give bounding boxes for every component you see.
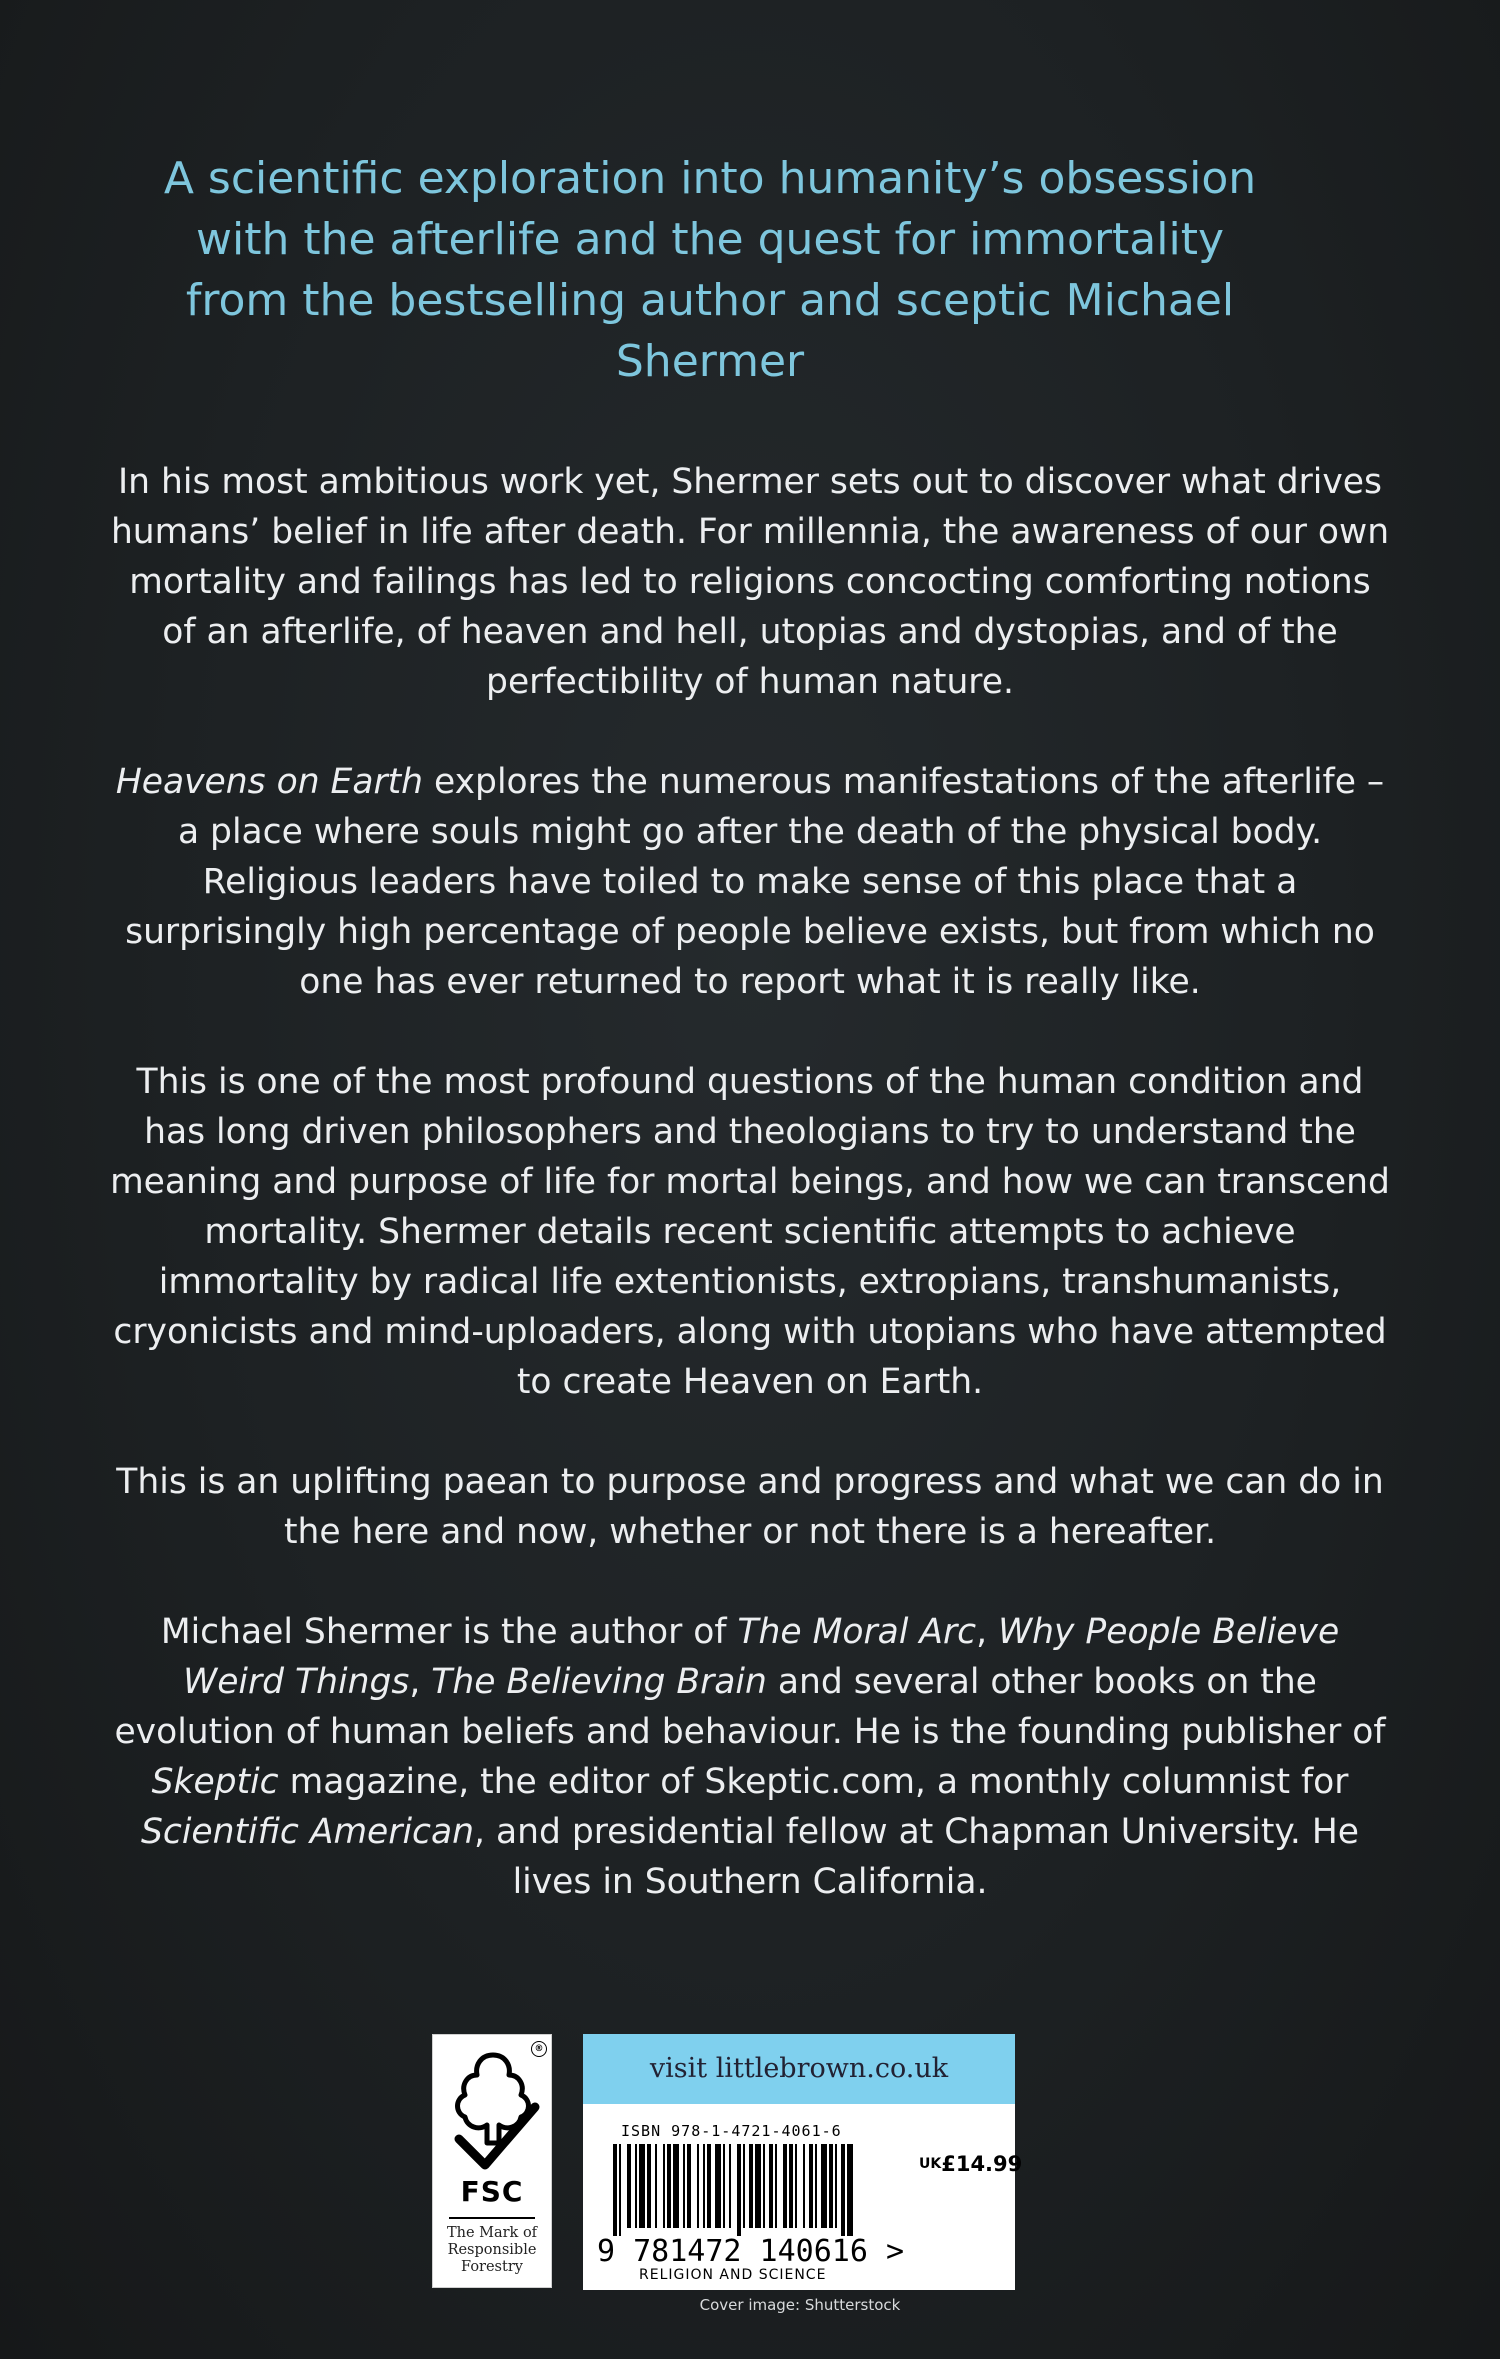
barcode-stripe <box>613 2144 617 2236</box>
book-title: The Believing Brain <box>431 1662 767 1702</box>
barcode-stripe <box>715 2144 721 2228</box>
barcode-stripe <box>835 2144 837 2228</box>
fsc-tagline-line: The Mark of <box>446 2225 538 2241</box>
bio-text: , <box>409 1662 432 1702</box>
barcode-stripe <box>639 2144 645 2228</box>
cover-credit: Cover image: Shutterstock <box>699 2296 901 2314</box>
book-title: The Moral Arc <box>737 1612 977 1652</box>
bio-text: , <box>976 1612 999 1652</box>
book-category: RELIGION AND SCIENCE <box>639 2267 827 2283</box>
bio-text: Michael Shermer is the author of <box>160 1612 738 1652</box>
barcode-stripe <box>663 2144 665 2228</box>
barcode-stripe <box>783 2144 787 2228</box>
blurb-paragraph-2 <box>110 757 1390 1007</box>
fsc-label: FSC <box>460 2175 524 2208</box>
fsc-tagline-line: Forestry <box>461 2259 523 2275</box>
barcode-stripe <box>775 2144 777 2228</box>
barcode-stripe <box>743 2144 745 2228</box>
barcode-stripe <box>821 2144 827 2228</box>
barcode-stripe <box>703 2144 705 2228</box>
price-region: UK <box>919 2156 942 2172</box>
barcode-stripe <box>829 2144 833 2228</box>
barcode-stripe <box>795 2144 797 2228</box>
barcode-stripe <box>769 2144 773 2228</box>
barcode-stripe <box>847 2144 853 2236</box>
blurb-paragraph-4: This is an uplifting paean to purpose and progress and what we can do in the here and now, whether or not there is a hereafter. <box>116 1462 1384 1552</box>
magazine-title: Skeptic <box>151 1762 279 1802</box>
bio-text: magazine, the editor of Skeptic.com, a monthly columnist for <box>278 1762 1349 1802</box>
bio-text: , and presidential fellow at Chapman University. He lives in Southern California. <box>474 1812 1360 1902</box>
bio-text: and several other books on the evolution of human beliefs and behaviour. He is the founding publisher of <box>114 1662 1386 1752</box>
fsc-tagline-line: Responsible <box>447 2242 537 2258</box>
publisher-website: visit littlebrown.co.uk <box>583 2034 1015 2104</box>
barcode-stripe <box>755 2144 761 2228</box>
barcode-stripe <box>655 2144 657 2228</box>
barcode-stripe <box>673 2144 679 2228</box>
barcode-stripe <box>841 2144 845 2236</box>
blurb-paragraph-2-text: explores the numerous manifestations of the afterlife – a place where souls might go after the death of the physical body. Religious leaders have toiled to make sense of this place that a surprisingly high percentage of people believe exists, but from which no one has ever returned to report what it is really like. <box>125 762 1385 1002</box>
registered-mark: ® <box>531 2041 547 2057</box>
barcode-stripe <box>789 2144 793 2228</box>
barcode-stripe <box>809 2144 813 2228</box>
barcode-stripe <box>815 2144 817 2228</box>
barcode-stripe <box>667 2144 671 2228</box>
barcode-stripe <box>749 2144 753 2228</box>
barcode-stripe <box>627 2144 631 2228</box>
isbn: ISBN 978-1-4721-4061-6 <box>621 2122 842 2140</box>
barcode-stripe <box>723 2144 725 2228</box>
tagline: A scientific exploration into humanity’s obsession with the afterlife and the quest for immortality from the bestselling author and sceptic Michael Shermer <box>163 153 1257 387</box>
fsc-tagline <box>435 2225 549 2276</box>
barcode-box <box>583 2034 1023 2290</box>
barcode-stripe <box>763 2144 765 2228</box>
barcode-stripe <box>697 2144 699 2228</box>
barcode-stripe <box>683 2144 685 2228</box>
tree-check-icon <box>441 2047 545 2177</box>
book-title: Why People Believe Weird Things <box>183 1612 1340 1702</box>
barcode-stripe <box>635 2144 637 2228</box>
barcode-stripe <box>619 2144 621 2236</box>
barcode-stripe <box>803 2144 805 2228</box>
barcode-stripe <box>647 2144 651 2228</box>
fsc-logo-box <box>432 2034 552 2288</box>
price-value: £14.99 <box>941 2152 1023 2176</box>
ean-digits: 9 781472 140616 > <box>597 2234 905 2269</box>
barcode-stripe <box>737 2144 741 2236</box>
barcode-stripe <box>687 2144 691 2228</box>
blurb-paragraph-1: In his most ambitious work yet, Shermer sets out to discover what drives humans’ belief in life after death. For millennia, the awareness of our own mortality and failings has led to religions concocting comforting notions of an afterlife, of heaven and hell, utopias and dystopias, and of the perfectibility of human nature. <box>110 462 1390 702</box>
barcode-icon <box>613 2144 907 2236</box>
barcode-stripe <box>707 2144 711 2228</box>
author-bio <box>110 1607 1390 1907</box>
divider <box>449 2217 535 2219</box>
blurb-paragraph-3: This is one of the most profound questions of the human condition and has long driven philosophers and theologians to try to understand the meaning and purpose of life for mortal beings, and how we can transcend mortality. Shermer details recent scientific attempts to achieve immortality by radical life extentionists, extropians, transhumanists, cryonicists and mind-uploaders, along with utopians who have attempted to create Heaven on Earth. <box>110 1062 1390 1402</box>
price <box>919 2152 1022 2176</box>
barcode-stripe <box>729 2144 731 2228</box>
magazine-title: Scientific American <box>140 1812 475 1852</box>
book-title: Heavens on Earth <box>115 762 424 802</box>
